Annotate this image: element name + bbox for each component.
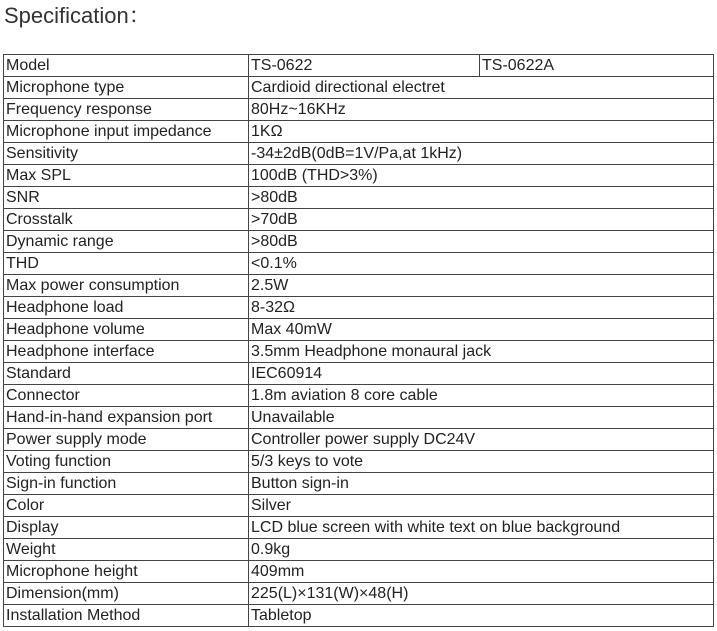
spec-value-cell: Tabletop <box>249 605 714 627</box>
spec-value-cell: Silver <box>249 495 714 517</box>
table-row <box>4 451 714 473</box>
table-row <box>4 473 714 495</box>
spec-value-cell: -34±2dB(0dB=1V/Pa,at 1kHz) <box>249 143 714 165</box>
table-header-row <box>4 55 714 77</box>
spec-label-cell: Voting function <box>4 451 249 473</box>
spec-value-cell: >80dB <box>249 187 714 209</box>
table-row <box>4 99 714 121</box>
spec-label-cell: Sign-in function <box>4 473 249 495</box>
spec-value-cell: Cardioid directional electret <box>249 77 714 99</box>
spec-value-cell: IEC60914 <box>249 363 714 385</box>
page-title: Specification： <box>4 3 151 28</box>
spec-label-cell: Dimension(mm) <box>4 583 249 605</box>
spec-value-cell: 2.5W <box>249 275 714 297</box>
table-row <box>4 209 714 231</box>
spec-value-cell: 225(L)×131(W)×48(H) <box>249 583 714 605</box>
table-row <box>4 495 714 517</box>
table-row <box>4 561 714 583</box>
spec-label-cell: Connector <box>4 385 249 407</box>
spec-label-cell: Dynamic range <box>4 231 249 253</box>
spec-label-cell: SNR <box>4 187 249 209</box>
table-row <box>4 517 714 539</box>
spec-label-cell: Hand-in-hand expansion port <box>4 407 249 429</box>
spec-value-cell: 100dB (THD>3%) <box>249 165 714 187</box>
table-row <box>4 253 714 275</box>
spec-label-cell: Display <box>4 517 249 539</box>
table-row <box>4 583 714 605</box>
spec-value-cell: Controller power supply DC24V <box>249 429 714 451</box>
table-row <box>4 77 714 99</box>
table-row <box>4 407 714 429</box>
spec-value-cell: <0.1% <box>249 253 714 275</box>
spec-label-cell: Frequency response <box>4 99 249 121</box>
table-row <box>4 121 714 143</box>
spec-label-cell: Microphone height <box>4 561 249 583</box>
spec-label-cell: Headphone load <box>4 297 249 319</box>
table-row <box>4 165 714 187</box>
table-row <box>4 385 714 407</box>
spec-label-cell: Microphone input impedance <box>4 121 249 143</box>
model-ts-0622a-cell: TS-0622A <box>480 55 714 77</box>
spec-label-cell: Headphone interface <box>4 341 249 363</box>
table-row <box>4 341 714 363</box>
specification-table-body <box>4 55 714 627</box>
spec-value-cell: 3.5mm Headphone monaural jack <box>249 341 714 363</box>
spec-value-cell: 1KΩ <box>249 121 714 143</box>
table-row <box>4 187 714 209</box>
spec-value-cell: Unavailable <box>249 407 714 429</box>
spec-label-cell: Sensitivity <box>4 143 249 165</box>
spec-label-cell: Crosstalk <box>4 209 249 231</box>
spec-label-cell: Installation Method <box>4 605 249 627</box>
spec-label-cell: Power supply mode <box>4 429 249 451</box>
spec-value-cell: LCD blue screen with white text on blue background <box>249 517 714 539</box>
table-row <box>4 605 714 627</box>
spec-label-cell: Weight <box>4 539 249 561</box>
table-row <box>4 363 714 385</box>
spec-value-cell: 8-32Ω <box>249 297 714 319</box>
table-row <box>4 143 714 165</box>
spec-value-cell: 0.9kg <box>249 539 714 561</box>
spec-value-cell: 409mm <box>249 561 714 583</box>
spec-label-cell: Color <box>4 495 249 517</box>
spec-label-cell: Max power consumption <box>4 275 249 297</box>
spec-label-cell: Standard <box>4 363 249 385</box>
spec-value-cell: >70dB <box>249 209 714 231</box>
spec-label-cell: THD <box>4 253 249 275</box>
specification-table <box>3 54 714 627</box>
spec-label-cell: Microphone type <box>4 77 249 99</box>
spec-value-cell: Button sign-in <box>249 473 714 495</box>
spec-value-cell: Max 40mW <box>249 319 714 341</box>
table-row <box>4 275 714 297</box>
spec-label-cell: Headphone volume <box>4 319 249 341</box>
table-row <box>4 319 714 341</box>
spec-label-cell: Max SPL <box>4 165 249 187</box>
table-row <box>4 231 714 253</box>
spec-value-cell: 80Hz~16KHz <box>249 99 714 121</box>
spec-value-cell: >80dB <box>249 231 714 253</box>
table-row <box>4 429 714 451</box>
model-ts-0622-cell: TS-0622 <box>249 55 480 77</box>
spec-value-cell: 5/3 keys to vote <box>249 451 714 473</box>
table-row <box>4 539 714 561</box>
model-label-cell: Model <box>4 55 249 77</box>
spec-value-cell: 1.8m aviation 8 core cable <box>249 385 714 407</box>
table-row <box>4 297 714 319</box>
